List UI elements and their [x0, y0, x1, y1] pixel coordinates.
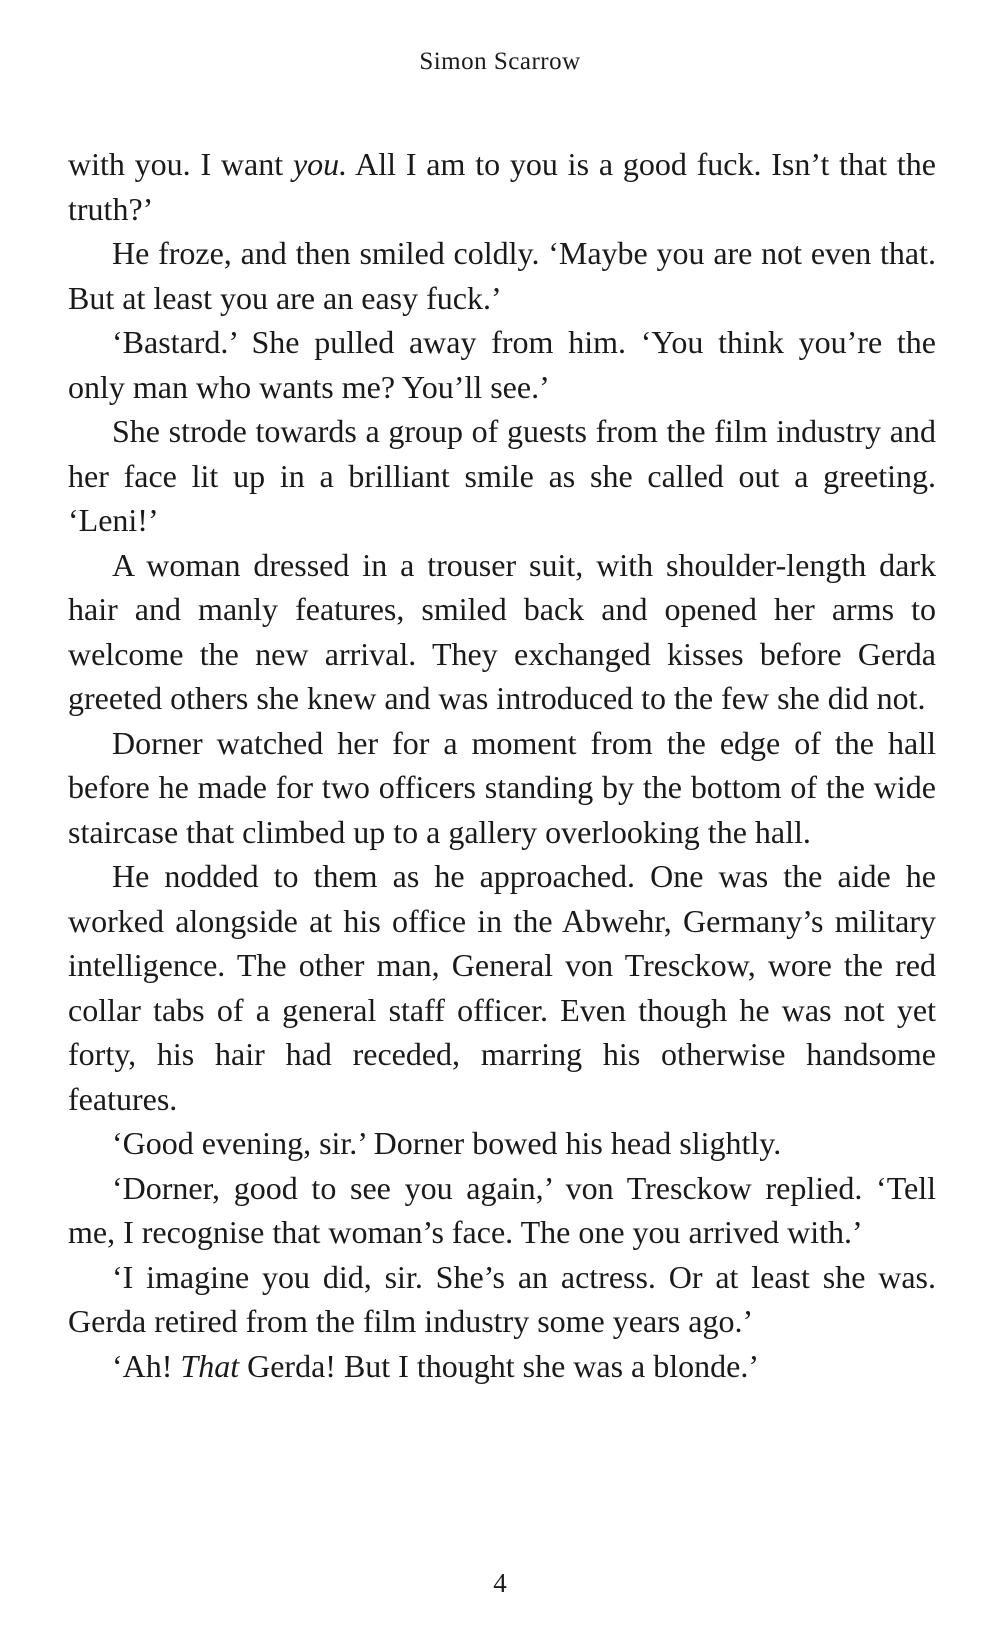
paragraph: [68, 1344, 936, 1389]
paragraph-text: All I am to you is a good fuck. Isn’t that the truth?’: [68, 146, 937, 227]
paragraph-text: with you. I want: [68, 146, 293, 182]
body-text: [68, 142, 936, 1388]
paragraph: ‘I imagine you did, sir. She’s an actress. Or at least she was. Gerda retired from the film industry some years ago.’: [68, 1258, 936, 1339]
paragraph: ‘Dorner, good to see you again,’ von Tresckow replied. ‘Tell me, I recognise that woman’s face. The one you arrived with.’: [68, 1169, 936, 1250]
paragraph: A woman dressed in a trouser suit, with shoulder-length dark hair and manly features, smiled back and opened her arms to welcome the new arrival. They exchanged kisses before Gerda greeted others she knew and was introduced to the few she did not.: [68, 546, 936, 716]
paragraph: [68, 142, 936, 231]
paragraph: ‘Good evening, sir.’ Dorner bowed his head slightly.: [112, 1125, 782, 1161]
page-number: 4: [493, 1568, 507, 1598]
running-head-author: Simon Scarrow: [419, 48, 581, 75]
emphasis-text: you.: [292, 146, 348, 182]
paragraph: Dorner watched her for a moment from the edge of the hall before he made for two officers standing by the bottom of the wide staircase that climbed up to a gallery overlooking the hall.: [68, 724, 936, 850]
paragraph-text: Gerda! But I thought she was a blonde.’: [239, 1347, 759, 1384]
paragraph: He froze, and then smiled coldly. ‘Maybe you are not even that. But at least you are an easy fuck.’: [68, 235, 936, 316]
paragraph: He nodded to them as he approached. One was the aide he worked alongside at his office in the Abwehr, Germany’s military intelligence. The other man, General von Tresckow, wore the red collar tabs of a general staff officer. Even though he was not yet forty, his hair had receded, marring his otherwise handsome features.: [68, 858, 936, 1117]
paragraph: She strode towards a group of guests from the film industry and her face lit up in a brilliant smile as she called out a greeting. ‘Leni!’: [68, 413, 936, 538]
paragraph-text: ‘Ah!: [112, 1347, 181, 1384]
emphasis-text: That: [180, 1347, 240, 1384]
paragraph: ‘Bastard.’ She pulled away from him. ‘You think you’re the only man who wants me? You’ll see.’: [68, 324, 936, 405]
